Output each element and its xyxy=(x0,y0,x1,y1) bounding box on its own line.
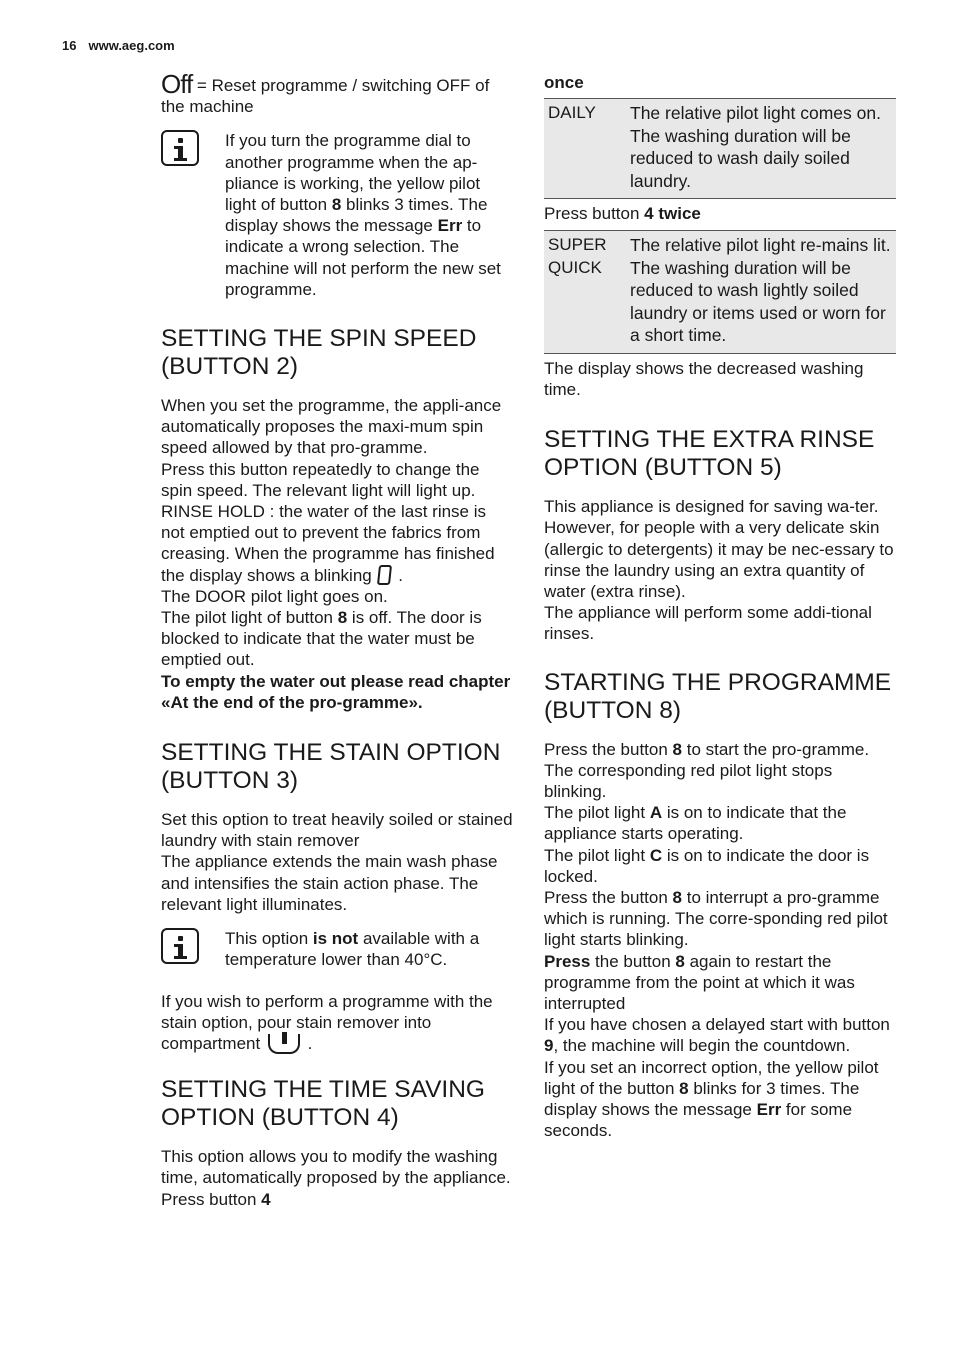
info-note-stain-text: This option is not available with a temperature lower than 40°C. xyxy=(225,929,480,970)
option-key-super-quick: SUPER QUICK xyxy=(548,235,607,277)
website-url: www.aeg.com xyxy=(88,38,175,53)
section-title-extra-rinse: SETTING THE EXTRA RINSE OPTION (BUTTON 5) xyxy=(544,426,875,482)
press-twice-text: Press button 4 twice xyxy=(544,204,701,223)
option-value-super-quick: The relative pilot light re-mains lit. The washing duration will be reduced to wash lightly soiled laundry or items used or worn for a short time. xyxy=(630,235,891,346)
info-note-dial-text: If you turn the programme dial to another programme when the ap-pliance is working, the yellow pilot light of button 8 blinks 3 times. The display shows the message Err to indicate a wrong selection. The machine will not perform the new set programme. xyxy=(225,131,501,299)
spin-speed-body: When you set the programme, the appli-ance automatically proposes the maxi-mum spin speed allowed by that pro-gramme. Press this button repeatedly to change the spin speed. The relevant light will light up. RINSE HOLD : the water of the last rinse is not emptied out to prevent the fabrics from creasing. When the programme has finished the display shows a blinking . The DOOR pilot light goes on. The pilot light of button 8 is off. The door is blocked to indicate that the water must be emptied out. To empty the water out please read chapter «At the end of the pro-gramme». xyxy=(161,396,511,712)
section-title-starting-programme: STARTING THE PROGRAMME (BUTTON 8) xyxy=(544,668,892,724)
section-title-time-saving: SETTING THE TIME SAVING OPTION (BUTTON 4) xyxy=(161,1076,485,1132)
right-column xyxy=(544,74,896,1141)
stain-option-body: Set this option to treat heavily soiled or stained laundry with stain remover The appliance extends the main wash phase and intensifies the stain action phase. The relevant light illuminates. xyxy=(161,810,513,914)
starting-programme-body: Press the button 8 to start the pro-gramme. The corresponding red pilot light stops blinking. The pilot light A is on to indicate that the appliance starts operating. The pilot light C is on to indicate the door is locked. Press the button 8 to interrupt a pro-gramme which is running. The corre-sponding red pilot light starts blinking. Press the button 8 again to restart the programme from the point at which it was interrupted If you have chosen a delayed start with button 9, the machine will begin the countdown. If you set an incorrect option, the yellow pilot light of the button 8 blinks for 3 times. The display shows the message Err for some seconds. xyxy=(544,739,890,1141)
stain-compartment-icon xyxy=(268,1034,300,1054)
info-icon xyxy=(161,130,199,166)
info-note-stain xyxy=(161,928,513,970)
section-title-stain-option: SETTING THE STAIN OPTION (BUTTON 3) xyxy=(161,739,501,795)
left-column xyxy=(161,69,513,1210)
info-note-dial xyxy=(161,130,513,300)
section-title-spin-speed: SETTING THE SPIN SPEED (BUTTON 2) xyxy=(161,325,477,381)
page-header xyxy=(62,38,175,53)
off-description: Off = Reset programme / switching OFF of the machine xyxy=(161,69,490,117)
option-key-daily: DAILY xyxy=(548,103,596,122)
info-icon xyxy=(161,928,199,964)
page-number: 16 xyxy=(62,38,77,53)
time-saving-body: This option allows you to modify the washing time, automatically proposed by the appliance. Press button 4 xyxy=(161,1147,511,1209)
option-value-daily: The relative pilot light comes on. The washing duration will be reduced to wash daily soiled laundry. xyxy=(630,103,881,191)
stain-compartment-text: If you wish to perform a programme with the stain option, pour stain remover into compartment . xyxy=(161,991,493,1053)
decreased-time-text: The display shows the decreased washing time. xyxy=(544,358,864,399)
once-label: once xyxy=(544,73,584,92)
extra-rinse-body: This appliance is designed for saving wa-ter. However, for people with a very delicate skin (allergic to detergents) it may be nec-essary to rinse the laundry using an extra quantity of water (extra rinse). The appliance will perform some addi-tional rinses. xyxy=(544,497,894,644)
option-row-daily xyxy=(544,98,896,199)
off-symbol-icon: Off xyxy=(161,69,193,99)
blinking-zero-icon xyxy=(377,565,392,585)
option-row-super-quick xyxy=(544,230,896,354)
